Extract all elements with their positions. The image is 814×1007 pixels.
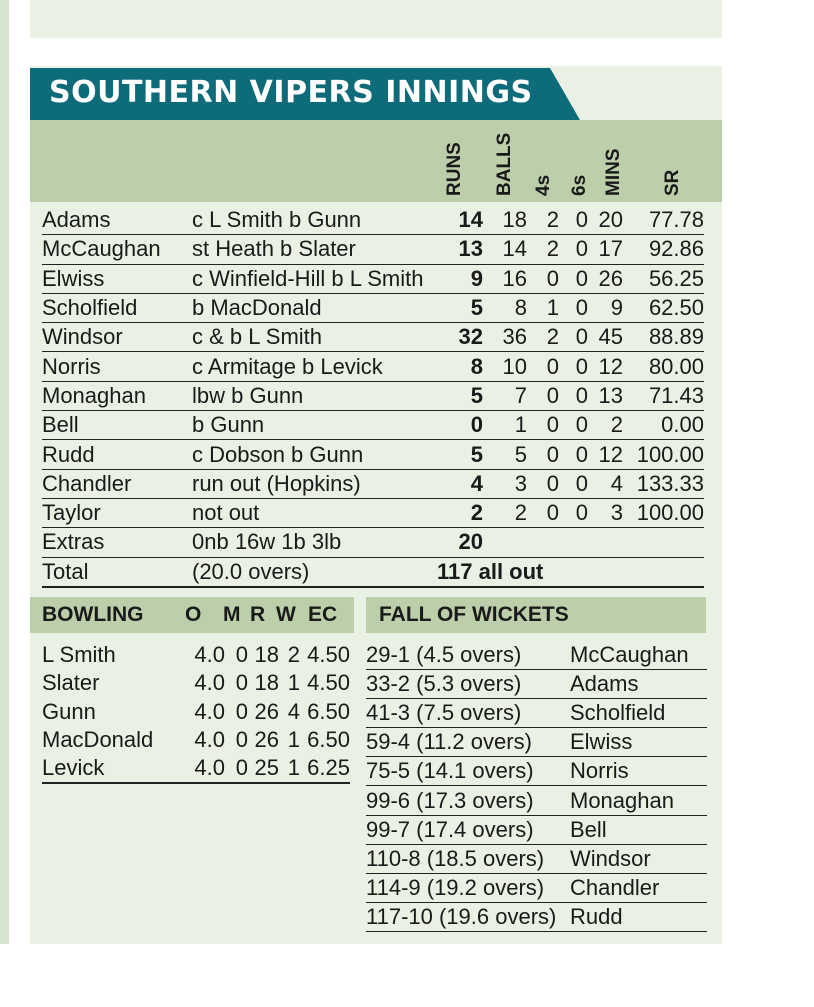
fours-column-header: 4s — [533, 174, 554, 196]
dismissal: b MacDonald — [192, 293, 433, 322]
strike-rate: 77.78 — [623, 206, 704, 235]
dismissal: b Gunn — [192, 411, 433, 440]
sixes: 0 — [559, 381, 588, 410]
bowler-name: Levick — [42, 754, 187, 783]
bowling-figures — [42, 641, 350, 784]
wicket-score: 29-1 (4.5 overs) — [366, 641, 570, 670]
runs-conceded: 18 — [254, 642, 279, 668]
runs: 0 — [433, 411, 483, 440]
dismissed-batter: Windsor — [570, 844, 707, 873]
bowler-name: Slater — [42, 670, 100, 696]
bowling-header — [30, 597, 354, 633]
runs: 5 — [433, 440, 483, 469]
wicket-row — [366, 728, 707, 757]
mins: 13 — [588, 381, 623, 410]
dismissed-batter: Adams — [570, 670, 707, 699]
batter-name: Rudd — [42, 440, 192, 469]
total-label: Total — [42, 557, 192, 587]
strike-rate: 133.33 — [623, 469, 704, 498]
maidens: 0 — [235, 642, 248, 668]
wicket-row — [366, 786, 707, 815]
balls: 2 — [483, 498, 527, 527]
batting-header-band — [30, 120, 722, 202]
fours: 1 — [527, 293, 559, 322]
runs-column-header: RUNS — [444, 142, 465, 196]
dismissal: c Winfield-Hill b L Smith — [192, 264, 433, 293]
wicket-row — [366, 699, 707, 728]
balls-column-header: BALLS — [494, 132, 515, 196]
empty-cell — [559, 557, 704, 587]
economy: 6.50 — [307, 727, 350, 753]
runs: 32 — [433, 323, 483, 352]
wicket-row — [366, 902, 707, 931]
strike-rate: 71.43 — [623, 381, 704, 410]
overs: 4.0 — [194, 670, 225, 696]
runs-conceded: 25 — [248, 754, 279, 783]
runs: 13 — [433, 235, 483, 264]
balls: 18 — [483, 206, 527, 235]
strike-rate: 88.89 — [623, 323, 704, 352]
economy: 4.50 — [307, 670, 350, 696]
bowling-row — [42, 669, 350, 697]
wicket-score: 110-8 (18.5 overs) — [366, 844, 570, 873]
wicket-score: 99-7 (17.4 overs) — [366, 815, 570, 844]
wicket-score: 59-4 (11.2 overs) — [366, 728, 570, 757]
bowling-row — [42, 754, 350, 783]
batting-row — [42, 381, 704, 410]
batting-row — [42, 498, 704, 527]
empty-cell — [483, 528, 704, 557]
maidens: 0 — [225, 754, 248, 783]
total-row — [42, 557, 704, 587]
economy: 6.50 — [307, 698, 350, 724]
runs: 2 — [433, 498, 483, 527]
sixes: 0 — [559, 498, 588, 527]
fours: 0 — [527, 264, 559, 293]
runs: 4 — [433, 469, 483, 498]
wicket-row — [366, 873, 707, 902]
wicket-row — [366, 670, 707, 699]
maidens: 0 — [235, 727, 248, 753]
sixes: 0 — [559, 323, 588, 352]
fours: 2 — [527, 235, 559, 264]
extras-label: Extras — [42, 528, 192, 557]
mins: 12 — [588, 440, 623, 469]
mins: 2 — [588, 411, 623, 440]
batting-row — [42, 440, 704, 469]
fours: 0 — [527, 381, 559, 410]
dismissal: c Dobson b Gunn — [192, 440, 433, 469]
fall-of-wickets-list — [366, 641, 707, 932]
innings-title-banner — [30, 68, 580, 120]
mins: 26 — [588, 264, 623, 293]
dismissal: c L Smith b Gunn — [192, 206, 433, 235]
mins: 4 — [588, 469, 623, 498]
overs: 4.0 — [194, 642, 225, 668]
batting-row — [42, 323, 704, 352]
maidens: 0 — [235, 670, 248, 696]
bowler-name: Gunn — [42, 698, 96, 724]
overs: 4.0 — [194, 698, 225, 724]
wicket-row — [366, 815, 707, 844]
runs: 5 — [433, 381, 483, 410]
wickets: 1 — [287, 670, 300, 696]
batter-name: Norris — [42, 352, 192, 381]
strike-rate: 100.00 — [623, 440, 704, 469]
wickets: 4 — [287, 698, 300, 724]
runs: 8 — [433, 352, 483, 381]
economy-column-header: EC — [308, 603, 338, 626]
dismissal: lbw b Gunn — [192, 381, 433, 410]
batting-row — [42, 469, 704, 498]
total-detail: (20.0 overs) — [192, 557, 433, 587]
wickets-column-header: W — [276, 603, 296, 626]
dismissal: run out (Hopkins) — [192, 469, 433, 498]
batter-name: Bell — [42, 411, 192, 440]
strike-rate: 100.00 — [623, 498, 704, 527]
fours: 2 — [527, 323, 559, 352]
overs: 4.0 — [194, 727, 225, 753]
batting-scorecard — [42, 206, 704, 588]
batter-name: Adams — [42, 206, 192, 235]
strike-rate: 62.50 — [623, 293, 704, 322]
sixes: 0 — [559, 352, 588, 381]
sixes: 0 — [559, 293, 588, 322]
batter-name: Elwiss — [42, 264, 192, 293]
runs: 5 — [433, 293, 483, 322]
dismissed-batter: Rudd — [570, 902, 707, 931]
dismissed-batter: Bell — [570, 815, 707, 844]
economy: 6.25 — [300, 754, 350, 783]
sr-column-header: SR — [662, 169, 683, 196]
previous-section-panel — [30, 0, 722, 38]
balls: 16 — [483, 264, 527, 293]
maidens: 0 — [235, 698, 248, 724]
strike-rate: 80.00 — [623, 352, 704, 381]
balls: 10 — [483, 352, 527, 381]
dismissed-batter: Scholfield — [570, 699, 707, 728]
fours: 2 — [527, 206, 559, 235]
batting-row — [42, 411, 704, 440]
runs: 14 — [433, 206, 483, 235]
mins: 12 — [588, 352, 623, 381]
mins: 3 — [588, 498, 623, 527]
wicket-row — [366, 757, 707, 786]
bowling-row — [42, 726, 350, 754]
wicket-row — [366, 641, 707, 670]
bowling-row — [42, 698, 350, 726]
dismissed-batter: Chandler — [570, 873, 707, 902]
runs-conceded: 18 — [254, 670, 279, 696]
batting-row — [42, 352, 704, 381]
sixes: 0 — [559, 440, 588, 469]
dismissal: c & b L Smith — [192, 323, 433, 352]
mins: 20 — [588, 206, 623, 235]
batter-name: Scholfield — [42, 293, 192, 322]
bowler-name: L Smith — [42, 642, 116, 668]
mins-column-header: MINS — [603, 148, 624, 196]
sixes: 0 — [559, 206, 588, 235]
dismissed-batter: Elwiss — [570, 728, 707, 757]
dismissal: c Armitage b Levick — [192, 352, 433, 381]
overs-column-header: O — [185, 603, 202, 626]
fall-of-wickets-header — [366, 597, 706, 633]
balls: 1 — [483, 411, 527, 440]
extras-value: 20 — [433, 528, 483, 557]
batting-row — [42, 206, 704, 235]
wicket-score: 99-6 (17.3 overs) — [366, 786, 570, 815]
fours: 0 — [527, 411, 559, 440]
wicket-row — [366, 844, 707, 873]
mins: 45 — [588, 323, 623, 352]
dismissed-batter: Monaghan — [570, 786, 707, 815]
runs-conceded-column-header: R — [250, 603, 266, 626]
batter-name: McCaughan — [42, 235, 192, 264]
dismissed-batter: McCaughan — [570, 641, 707, 670]
balls: 5 — [483, 440, 527, 469]
balls: 8 — [483, 293, 527, 322]
sixes: 0 — [559, 235, 588, 264]
total-value: 117 all out — [433, 557, 559, 587]
economy: 4.50 — [307, 642, 350, 668]
batter-name: Monaghan — [42, 381, 192, 410]
left-edge-strip — [0, 0, 9, 944]
dismissal: st Heath b Slater — [192, 235, 433, 264]
sixes: 0 — [559, 469, 588, 498]
fours: 0 — [527, 352, 559, 381]
balls: 7 — [483, 381, 527, 410]
batting-row — [42, 235, 704, 264]
balls: 14 — [483, 235, 527, 264]
wicket-score: 75-5 (14.1 overs) — [366, 757, 570, 786]
runs: 9 — [433, 264, 483, 293]
balls: 36 — [483, 323, 527, 352]
mins: 17 — [588, 235, 623, 264]
runs-conceded: 26 — [254, 727, 279, 753]
batting-row — [42, 293, 704, 322]
fours: 0 — [527, 469, 559, 498]
bowler-name: MacDonald — [42, 727, 154, 753]
fours: 0 — [527, 440, 559, 469]
wickets: 2 — [287, 642, 300, 668]
wicket-score: 114-9 (19.2 overs) — [366, 873, 570, 902]
wicket-score: 33-2 (5.3 overs) — [366, 670, 570, 699]
sixes-column-header: 6s — [569, 174, 590, 196]
sixes: 0 — [559, 411, 588, 440]
sixes: 0 — [559, 264, 588, 293]
balls: 3 — [483, 469, 527, 498]
mins: 9 — [588, 293, 623, 322]
batting-row — [42, 264, 704, 293]
strike-rate: 0.00 — [623, 411, 704, 440]
bowling-row — [42, 641, 350, 669]
batter-name: Taylor — [42, 498, 192, 527]
maidens-column-header: M — [223, 603, 241, 626]
wickets: 1 — [287, 727, 300, 753]
strike-rate: 56.25 — [623, 264, 704, 293]
innings-title: SOUTHERN VIPERS INNINGS — [49, 75, 533, 110]
wickets: 1 — [279, 754, 300, 783]
strike-rate: 92.86 — [623, 235, 704, 264]
overs: 4.0 — [187, 754, 225, 783]
extras-detail: 0nb 16w 1b 3lb — [192, 528, 433, 557]
runs-conceded: 26 — [254, 698, 279, 724]
dismissed-batter: Norris — [570, 757, 707, 786]
fall-of-wickets-heading: FALL OF WICKETS — [379, 603, 569, 626]
dismissal: not out — [192, 498, 433, 527]
bowling-heading: BOWLING — [42, 603, 144, 626]
batter-name: Chandler — [42, 469, 192, 498]
batter-name: Windsor — [42, 323, 192, 352]
wicket-score: 41-3 (7.5 overs) — [366, 699, 570, 728]
wicket-score: 117-10 (19.6 overs) — [366, 902, 570, 931]
extras-row — [42, 528, 704, 557]
fours: 0 — [527, 498, 559, 527]
